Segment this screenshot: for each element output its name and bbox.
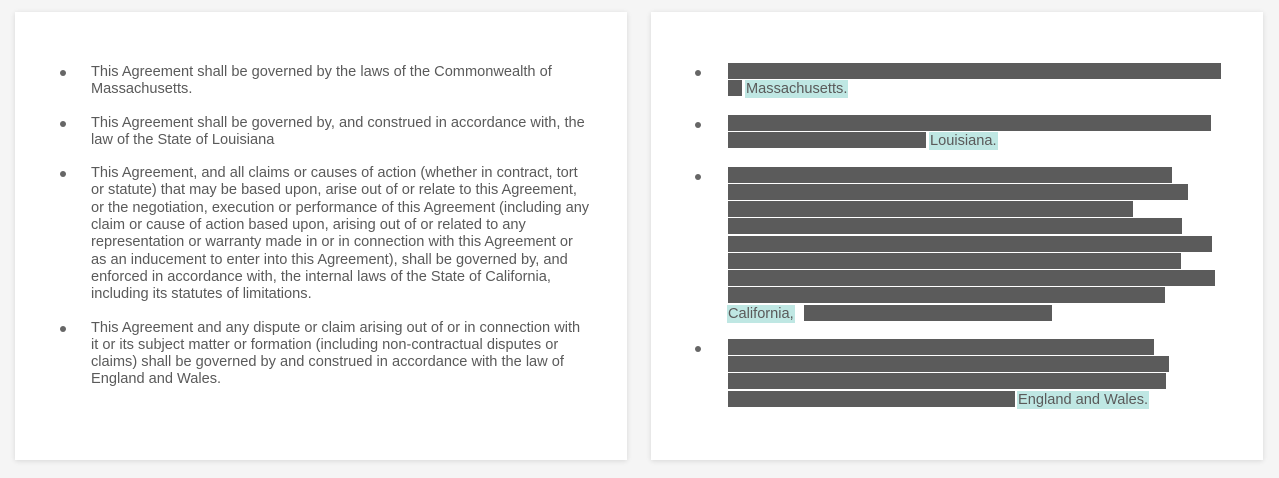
redaction-bar: [728, 115, 1211, 131]
redaction-bar: [728, 270, 1215, 286]
redaction-bar: [728, 132, 926, 148]
redacted-clauses-panel: [651, 12, 1263, 460]
redaction-bar: [728, 287, 1165, 303]
redaction-bar: [728, 184, 1188, 200]
clause-item: This Agreement shall be governed by the laws of the Commonwealth of Massachusetts.: [91, 64, 591, 99]
redaction-bar: [728, 218, 1182, 234]
redaction-bar: [728, 201, 1133, 217]
original-clauses-panel: [15, 12, 627, 460]
redaction-bar: [804, 305, 1052, 321]
visible-text-highlight: Louisiana.: [930, 133, 997, 149]
redaction-bar: [728, 80, 742, 96]
visible-text-highlight: England and Wales.: [1018, 392, 1149, 408]
visible-text-highlight: Massachusetts.: [746, 81, 848, 97]
redaction-bar: [728, 391, 1015, 407]
bullet-point: [695, 346, 701, 352]
redaction-bar: [728, 339, 1154, 355]
redaction-bar: [728, 236, 1212, 252]
redaction-bar: [728, 167, 1172, 183]
redaction-bar: [728, 373, 1166, 389]
clause-item: This Agreement and any dispute or claim arising out of or in connection with it or its subject matter or formation (including non-contractual disputes or claims) shall be governed by and construed in accordance with the law of England and Wales.: [91, 320, 591, 389]
clause-item: This Agreement shall be governed by, and construed in accordance with, the law of the State of Louisiana: [91, 115, 591, 150]
bullet-point: [695, 122, 701, 128]
visible-text-highlight: California,: [728, 306, 794, 322]
redaction-bar: [728, 63, 1221, 79]
clause-list: [91, 64, 591, 405]
clause-item: This Agreement, and all claims or causes of action (whether in contract, tort or statute) that may be based upon, arise out of or relate to this Agreement, or the negotiation, execution or performance of this Agreement (including any claim or cause of action based upon, arising out of or related to any representation or warranty made in or in connection with this Agreement or as an inducement to enter into this Agreement), shall be governed by, and enforced in accordance with, the internal laws of the State of California, including its statutes of limitations.: [91, 165, 590, 303]
redaction-bar: [728, 356, 1169, 372]
redaction-bar: [728, 253, 1181, 269]
bullet-point: [695, 70, 701, 76]
bullet-point: [695, 174, 701, 180]
